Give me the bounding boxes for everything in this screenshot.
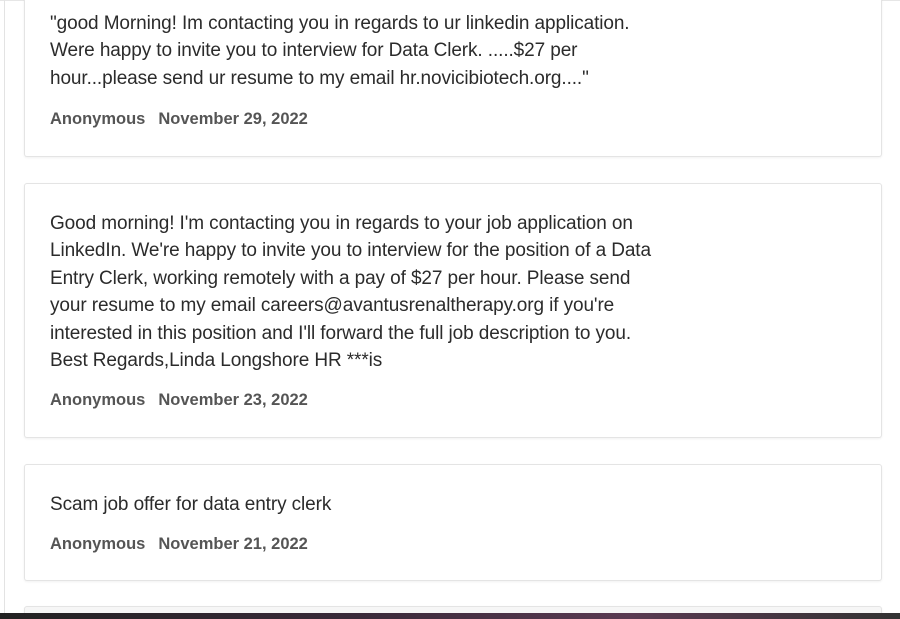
review-author: Anonymous: [50, 391, 146, 409]
review-date: November 21, 2022: [158, 535, 308, 553]
review-date: November 29, 2022: [158, 110, 308, 128]
left-divider: [4, 0, 5, 619]
review-author: Anonymous: [50, 110, 146, 128]
review-card: [24, 464, 882, 581]
review-text: "good Morning! Im contacting you in regards to ur linkedin application. Were happy to invite you to interview for Data Clerk. .....$27 per hour...please send ur resume to my email hr.novicibiotech.org....": [50, 13, 630, 89]
review-date: November 23, 2022: [158, 391, 308, 409]
review-meta: [50, 535, 308, 554]
review-meta: [50, 391, 308, 410]
review-text: Good morning! I'm contacting you in regards to your job application on LinkedIn. We're happy to invite you to interview for the position of a Data Entry Clerk, working remotely with a pay of $27 per hour. Please send your resume to my email careers@avantusrenaltherapy.org if you're interested in this position and I'll forward the full job description to you. Best Regards,Linda Longshore HR ***is: [50, 213, 651, 372]
window-bottom-edge: [0, 613, 900, 619]
review-meta: [50, 110, 308, 129]
review-card: [24, 0, 882, 157]
review-author: Anonymous: [50, 535, 146, 553]
review-text: Scam job offer for data entry clerk: [50, 494, 332, 515]
review-card: [24, 183, 882, 438]
